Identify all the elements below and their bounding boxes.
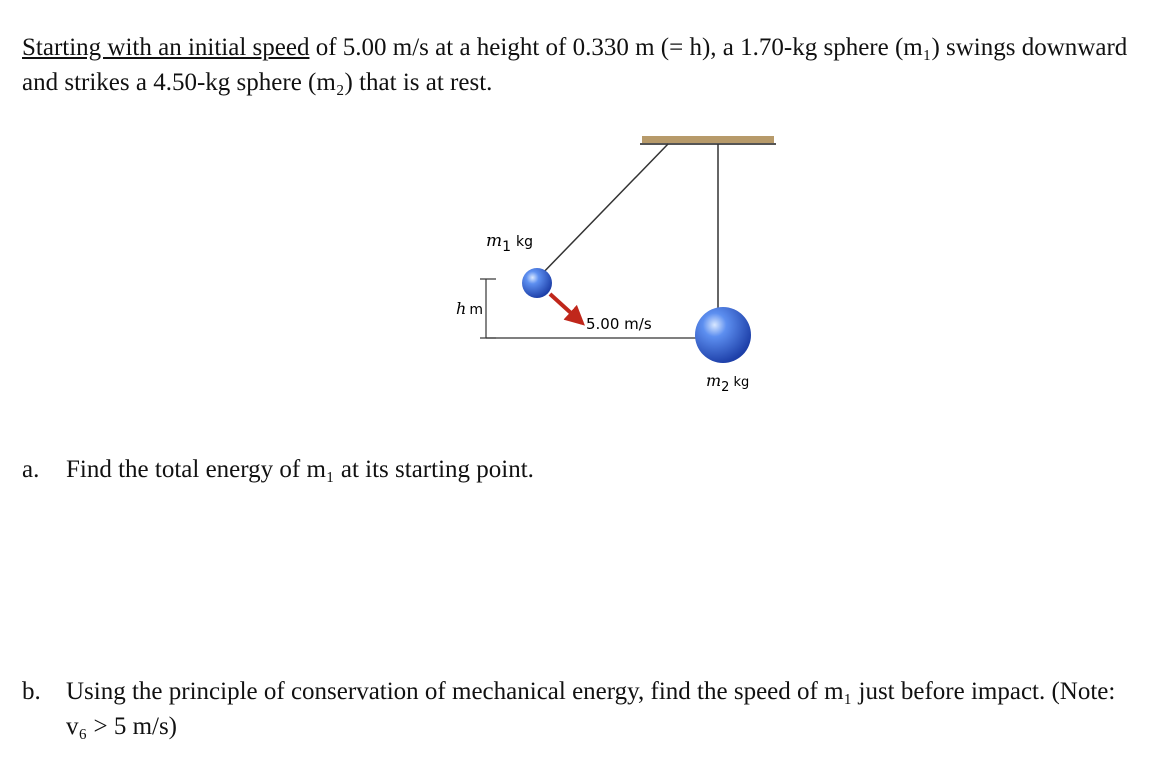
string-m1 (538, 144, 668, 278)
question-b-letter: b. (22, 678, 41, 705)
question-a (22, 452, 1122, 487)
m1-label (486, 231, 533, 255)
velocity-arrow (550, 294, 582, 323)
m1-subscript: 1 (502, 239, 512, 255)
ceiling-support (642, 136, 774, 143)
intro-underlined-phrase: Starting with an initial speed (22, 34, 310, 61)
problem-statement (22, 30, 1142, 100)
question-b-text: Using the principle of conservation of mechanical energy, find the speed of m₁ just before impact. (Note: v₆ > 5 m/s) (66, 678, 1116, 740)
m2-unit: kg (733, 375, 750, 390)
question-a-letter: a. (22, 456, 40, 483)
intro-rest: of 5.00 m/s at a height of 0.330 m (= h), a 1.70-kg sphere (m₁) swings downward and strikes a 4.50-kg sphere (m₂) that is at rest. (22, 34, 1128, 96)
height-label (456, 299, 483, 318)
height-symbol: h (456, 299, 467, 318)
m2-subscript: 2 (721, 380, 730, 395)
sphere-m1 (522, 268, 552, 298)
velocity-label: 5.00 m/s (586, 315, 652, 333)
pendulum-diagram (420, 118, 820, 438)
question-b (22, 674, 1132, 744)
m2-symbol: m (706, 371, 722, 390)
height-unit: m (469, 302, 483, 318)
question-a-text: Find the total energy of m₁ at its starting point. (66, 456, 534, 483)
m1-symbol: m (486, 231, 503, 251)
sphere-m2 (695, 307, 751, 363)
pendulum-svg (420, 118, 820, 438)
m1-unit: kg (516, 234, 534, 250)
m2-label (706, 371, 749, 395)
